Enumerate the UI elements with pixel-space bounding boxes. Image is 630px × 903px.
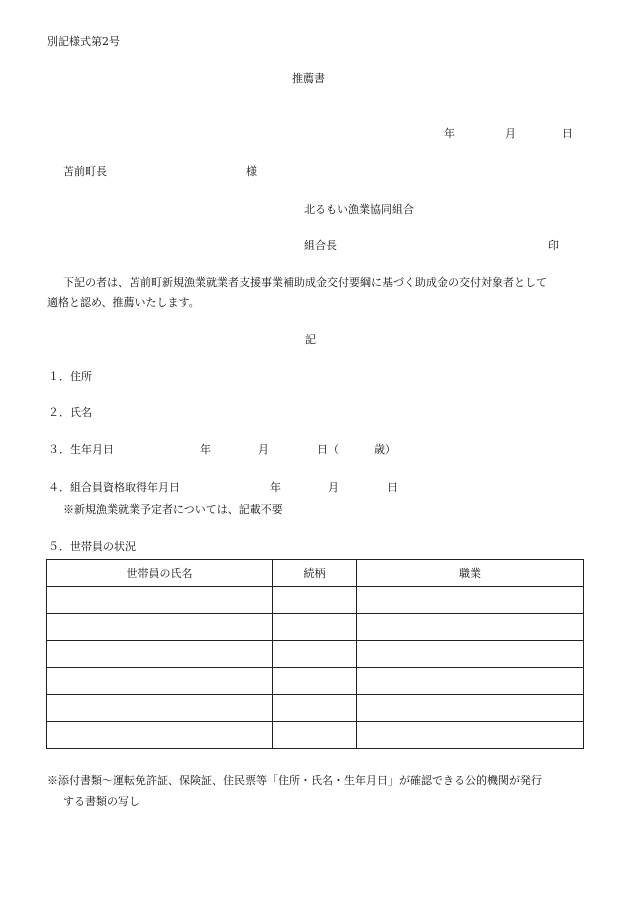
document-title: 推薦書	[292, 72, 325, 85]
cell-occupation[interactable]	[357, 722, 584, 749]
cell-relationship[interactable]	[273, 614, 357, 641]
header-member-name: 世帯員の氏名	[47, 560, 273, 587]
cell-occupation[interactable]	[357, 587, 584, 614]
seal-mark: 印	[548, 239, 559, 252]
cell-member-name[interactable]	[47, 641, 273, 668]
table-row	[47, 668, 584, 695]
item-address-label: １．住所	[48, 370, 92, 383]
birth-age-label: 歳）	[374, 443, 396, 456]
cell-member-name[interactable]	[47, 587, 273, 614]
cell-occupation[interactable]	[357, 641, 584, 668]
birth-month-label: 月	[258, 443, 269, 456]
cell-relationship[interactable]	[273, 587, 357, 614]
addressee-name: 苫前町長	[63, 165, 107, 178]
date-month-label: 月	[505, 127, 516, 140]
item-birth-label: ３．生年月日	[48, 443, 114, 456]
sender-organization: 北るもい漁業協同組合	[304, 203, 414, 216]
cell-relationship[interactable]	[273, 722, 357, 749]
cell-occupation[interactable]	[357, 668, 584, 695]
membership-day-label: 日	[387, 481, 398, 494]
addressee-honorific: 様	[246, 165, 257, 178]
table-row	[47, 587, 584, 614]
cell-occupation[interactable]	[357, 695, 584, 722]
table-row	[47, 695, 584, 722]
sender-representative: 組合長	[304, 239, 337, 252]
table-row	[47, 722, 584, 749]
ki-heading: 記	[305, 333, 316, 346]
cell-relationship[interactable]	[273, 668, 357, 695]
membership-year-label: 年	[270, 481, 281, 494]
cell-occupation[interactable]	[357, 614, 584, 641]
form-number: 別記様式第2号	[47, 35, 120, 48]
membership-month-label: 月	[328, 481, 339, 494]
footnote-line2: する書類の写し	[63, 795, 140, 808]
cell-member-name[interactable]	[47, 668, 273, 695]
body-text-line1: 下記の者は、苫前町新規漁業就業者支援事業補助成金交付要綱に基づく助成金の交付対象者として	[63, 276, 547, 289]
date-year-label: 年	[444, 127, 455, 140]
body-text-line2: 適格と認め、推薦いたします。	[47, 296, 200, 309]
item-household-label: ５．世帯員の状況	[48, 540, 136, 553]
table-row	[47, 641, 584, 668]
membership-note: ※新規漁業就業予定者については、記載不要	[63, 503, 283, 516]
item-name-label: ２．氏名	[48, 406, 92, 419]
table-row	[47, 614, 584, 641]
item-membership-label: ４．組合員資格取得年月日	[48, 481, 180, 494]
household-table-header-row	[47, 560, 584, 587]
header-occupation: 職業	[357, 560, 584, 587]
household-table	[46, 559, 584, 749]
cell-member-name[interactable]	[47, 614, 273, 641]
date-day-label: 日	[562, 127, 573, 140]
cell-relationship[interactable]	[273, 695, 357, 722]
birth-day-label: 日（	[317, 443, 339, 456]
cell-relationship[interactable]	[273, 641, 357, 668]
birth-year-label: 年	[200, 443, 211, 456]
cell-member-name[interactable]	[47, 695, 273, 722]
cell-member-name[interactable]	[47, 722, 273, 749]
header-relationship: 続柄	[273, 560, 357, 587]
footnote-line1: ※添付書類〜運転免許証、保険証、住民票等「住所・氏名・生年月日」が確認できる公的機関が発行	[47, 774, 542, 787]
